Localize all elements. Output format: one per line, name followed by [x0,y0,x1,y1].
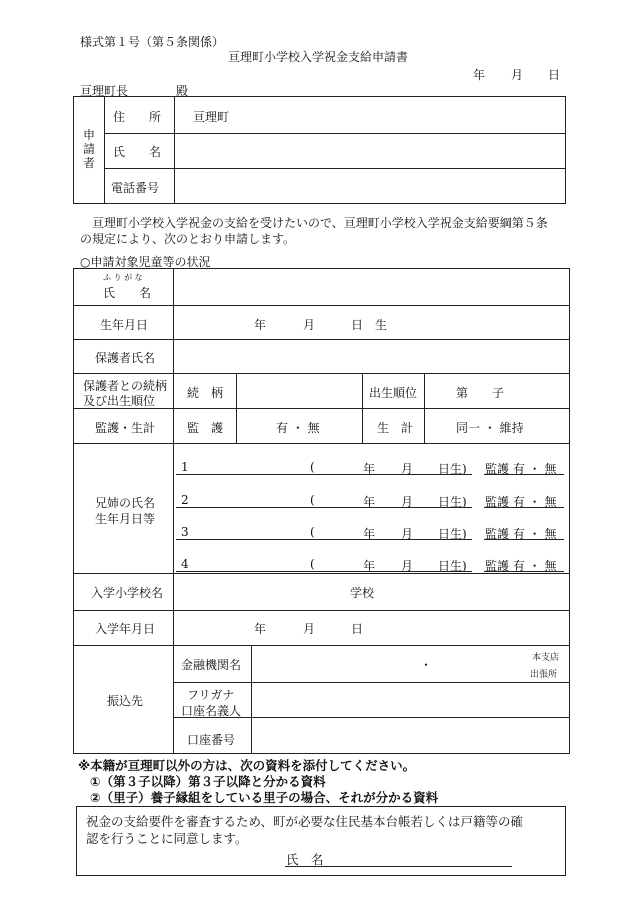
bank-label: 金融機関名 [181,658,242,672]
sibling-number: 4 [181,557,189,571]
section-heading: ○申請対象児童等の状況 [80,255,211,269]
addressee: 亘理町長 [80,84,129,98]
honorific: 殿 [176,84,189,98]
sibling-paren-open: ( [310,460,315,474]
dob-month: 月 [303,318,316,332]
guardian-name-label: 保護者氏名 [95,351,156,365]
custody-living-label: 監護・生計 [95,421,156,435]
note-line-3: ②（里子）養子縁組をしている里子の場合、それが分かる資料 [90,790,439,805]
sibling-custody[interactable]: 監護 有 ・ 無 [485,527,557,541]
dob-day-born: 日 生 [351,318,388,332]
sibling-paren-open: ( [310,525,315,539]
siblings-label-1: 兄姉の氏名 [95,496,156,510]
furigana-label: ふ り が な [103,273,143,282]
sibling-number: 2 [181,493,189,507]
sibling-paren-open: ( [310,493,315,507]
sibling-year: 年 [363,559,376,573]
enroll-label: 入学年月日 [95,622,156,636]
birth-order-value[interactable]: 第 子 [456,386,505,400]
custody-value[interactable]: 有 ・ 無 [276,421,320,435]
date-month: 月 [511,68,524,82]
bank-dot: ・ [420,658,433,672]
account-field[interactable] [253,719,568,753]
sibling-month: 月 [401,559,414,573]
applicant-phone-field[interactable] [176,170,564,203]
sibling-custody[interactable]: 監護 有 ・ 無 [485,559,557,573]
branch-main: 本支店 [532,653,560,663]
note-line-2: ①（第３子以降）第３子以降と分かる資料 [90,774,326,789]
child-name-label: 氏 名 [103,286,152,300]
form-number: 様式第１号（第５条関係） [80,35,225,49]
siblings-label-2: 生年月日等 [95,512,156,526]
name-label: 氏 名 [113,145,162,159]
form-title: 亘理町小学校入学祝金支給申請書 [228,50,409,64]
date-year: 年 [473,68,486,82]
relation-label-2: 及び出生順位 [83,394,156,408]
branch-sub: 出張所 [530,670,558,680]
applicant-name-field[interactable] [176,135,564,167]
relation-field[interactable] [238,375,361,407]
dob-year: 年 [254,318,267,332]
account-label: 口座番号 [187,733,236,747]
bank-field[interactable] [253,647,523,681]
consent-line-1: 祝金の支給要件を審査するため、町が必要な住民基本台帳若しくは戸籍等の確 [86,814,524,829]
address-value[interactable]: 亘理町 [193,110,230,124]
sibling-day: 日生) [438,559,467,573]
sibling-year: 年 [363,462,376,476]
applicant-side-label: 申 請 者 [82,128,95,170]
holder-label: 口座名義人 [181,704,242,718]
sibling-number: 3 [181,525,189,539]
date-day: 日 [548,68,561,82]
child-name-field[interactable] [175,270,568,304]
relation-label-1: 保護者との続柄 [83,379,168,393]
dob-label: 生年月日 [100,318,149,332]
sibling-day: 日生) [438,527,467,541]
sibling-custody[interactable]: 監護 有 ・ 無 [485,495,557,509]
sibling-year: 年 [363,527,376,541]
relation-sub-label: 続 柄 [187,386,224,400]
birth-order-label: 出生順位 [369,386,418,400]
sibling-year: 年 [363,495,376,509]
living-label: 生 計 [377,421,414,435]
sibling-paren-open: ( [310,557,315,571]
sibling-month: 月 [401,462,414,476]
address-label: 住 所 [113,110,162,124]
holder-field[interactable] [253,684,568,716]
guardian-name-field[interactable] [175,341,568,372]
sibling-month: 月 [401,495,414,509]
note-line-1: ※本籍が亘理町以外の方は、次の資料を添付してください。 [78,758,416,773]
consent-name-label: 氏 名 [286,852,324,867]
sibling-custody[interactable]: 監護 有 ・ 無 [485,462,557,476]
statement-line-2: の規定により、次のとおり申請します。 [80,232,296,246]
sibling-number: 1 [181,460,189,474]
sibling-month: 月 [401,527,414,541]
transfer-label: 振込先 [107,694,144,708]
school-label: 入学小学校名 [91,586,164,600]
school-value[interactable]: 学校 [350,586,375,600]
sibling-day: 日生) [438,495,467,509]
phone-label: 電話番号 [111,181,160,195]
living-value[interactable]: 同一 ・ 維持 [456,421,524,435]
sibling-day: 日生) [438,462,467,476]
consent-signature-line[interactable] [285,866,512,867]
enroll-year: 年 [254,622,267,636]
enroll-month: 月 [303,622,316,636]
enroll-day: 日 [351,622,364,636]
statement-line-1: 亘理町小学校入学祝金の支給を受けたいので、亘理町小学校入学祝金支給要綱第５条 [92,216,548,230]
furigana-label-account: フリガナ [187,688,235,702]
consent-line-2: 認を行うことに同意します。 [86,831,248,846]
custody-label: 監 護 [187,421,224,435]
